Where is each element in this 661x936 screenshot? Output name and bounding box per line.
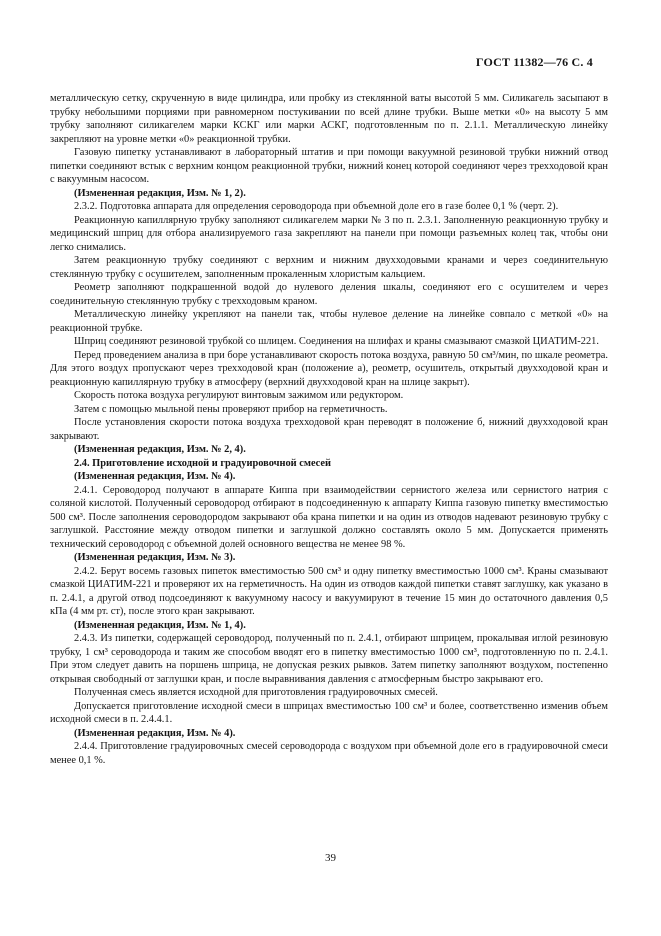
paragraph: 2.4.2. Берут восемь газовых пипеток вместимостью 500 см³ и одну пипетку вместимостью 1000 см³. Краны смазывают смазкой ЦИАТИМ-221 и проверяют их на герметичность. На один из отводов каждой пипетки ставят заглушку, как указано в п. 2.4.1, а другой отвод подсоединяют к вакуумному насосу и вакуумируют в течение 15 мин до остаточного давления 0,5 кПа (4 мм рт. ст), после этого кран закрывают. [50,565,608,617]
revision-note: (Измененная редакция, Изм. № 1, 4). [74,619,246,631]
revision-note: (Измененная редакция, Изм. № 4). [74,471,236,482]
paragraph: Полученная смесь является исходной для приготовления градуировочных смесей. [74,687,438,698]
paragraph: Металлическую линейку укрепляют на панели так, чтобы нулевое деление на линейке совпало с меткой «0» на реакционной трубке. [50,309,608,334]
body-text [50,92,608,767]
paragraph: металлическую сетку, скрученную в виде цилиндра, или пробку из стеклянной ваты высотой 5 мм. Силикагель засыпают в трубку небольшими порциями при равномерном постукивании по всей длине трубки. Выше метки «0» на высоту 5 мм трубку заполняют силикагелем марки КСКГ или марки АСКГ, подготовленным по п. 2.1.1. Металлическую линейку закрепляют на уровне метки «0» реакционной трубки. [50,93,608,145]
paragraph: Допускается приготовление исходной смеси в шприцах вместимостью 100 см³ и более, соответственно изменив объем исходной смеси в п. 2.4.4.1. [50,700,608,725]
paragraph: 2.3.2. Подготовка аппарата для определения сероводорода при объемной доле его в газе более 0,1 % (черт. 2). [74,201,559,212]
paragraph: Затем реакционную трубку соединяют с верхним и нижним двухходовыми кранами и через соединительную стеклянную трубку с осушителем, заполненным прокаленным хлористым кальцием. [50,255,608,280]
revision-note: (Измененная редакция, Изм. № 2, 4). [74,444,246,455]
paragraph: Газовую пипетку устанавливают в лабораторный штатив и при помощи вакуумной резиновой трубки нижний отвод пипетки соединяют встык с верхним концом реакционной трубки, нижний конец которой соединяют через трехходовой кран с вакуумным насосом. [50,147,608,185]
paragraph: Скорость потока воздуха регулируют винтовым зажимом или редуктором. [74,390,404,401]
page-header: ГОСТ 11382—76 С. 4 [475,55,593,69]
page-number: 39 [325,852,336,864]
paragraph: После установления скорости потока воздуха трехходовой кран переводят в положение б, нижний двухходовой кран закрывают. [50,417,608,442]
revision-note: (Измененная редакция, Изм. № 3). [74,552,236,563]
paragraph: Перед проведением анализа в при боре устанавливают скорость потока воздуха, равную 50 см³/мин, по шкале реометра. Для этого воздух пропускают через трехходовой кран (положение а), реометр, осушитель, открытый двухходовой кран и реакционную капиллярную трубку в атмосферу (верхний двухходовой кран на шлице закрыт). [50,349,608,388]
section-heading: 2.4. Приготовление исходной и градуировочной смесей [74,457,332,469]
paragraph: Реометр заполняют подкрашенной водой до нулевого деления шкалы, соединяют его с осушителем и через соединительную стеклянную трубку с трехходовым краном. [50,282,608,307]
paragraph: Затем с помощью мыльной пены проверяют прибор на герметичность. [74,403,388,415]
paragraph: 2.4.1. Сероводород получают в аппарате Киппа при взаимодействии сернистого железа или сернистого натрия с соляной кислотой. Полученный сероводород отбирают в подсоединенную к аппарату Киппа газовую пипетку вместимостью 500 см³. После заполнения сероводородом закрывают оба крана пипетки и на один из отводов надевают резиновую трубку с заглушкой. Расстояние между отводом пипетки и заглушкой должно составлять около 5 мм. Допускается применять технический сероводород с объемной долей основного вещества не менее 98 %. [50,484,608,550]
paragraph: 2.4.3. Из пипетки, содержащей сероводород, полученный по п. 2.4.1, отбирают шприцем, прокалывая иглой резиновую трубку, 1 см³ сероводорода и таким же способом вводят его в пипетку вместимостью 1000 см³, подготовленную по п. 2.4.1. При этом следует давить на поршень шприца, не допуская резких рывков. Затем пипетку заполняют воздухом, постепенно открывая свободный от заглушки кран, и после выравнивания давления с атмосферным быстро закрывают его. [50,633,608,685]
paragraph: 2.4.4. Приготовление градуировочных смесей сероводорода с воздухом при объемной доле его в градуировочной смеси менее 0,1 %. [50,741,608,766]
paragraph: Реакционную капиллярную трубку заполняют силикагелем марки № 3 по п. 2.3.1. Заполненную реакционную трубку и медицинский шприц для отбора анализируемого газа закрепляют на панели при помощи разъемных колец так, чтобы они легко снимались. [50,214,608,253]
revision-note: (Измененная редакция, Изм. № 1, 2). [74,187,246,199]
revision-note: (Измененная редакция, Изм. № 4). [74,727,236,739]
paragraph: Шприц соединяют резиновой трубкой со шлицем. Соединения на шлифах и краны смазывают смазкой ЦИАТИМ-221. [74,336,599,347]
